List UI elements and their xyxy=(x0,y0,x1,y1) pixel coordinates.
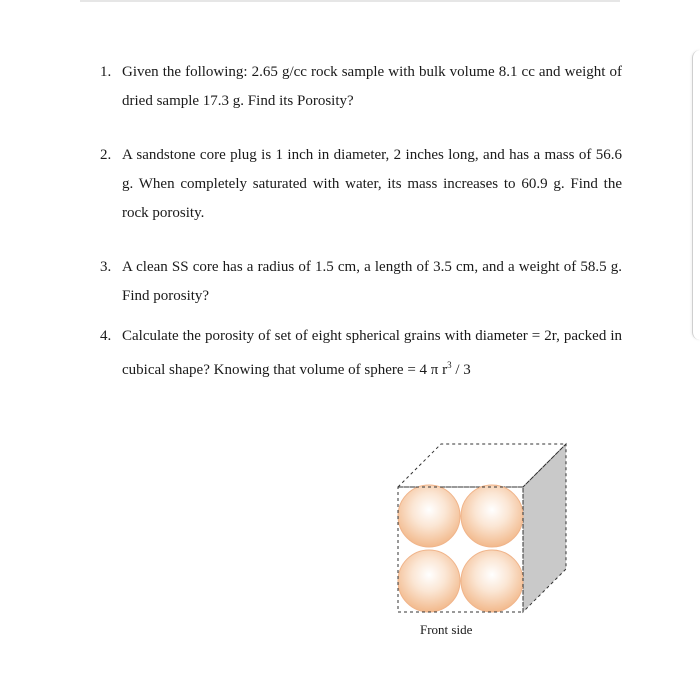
question-number: 2. xyxy=(100,147,112,163)
question-number: 3. xyxy=(100,259,112,275)
question-1 xyxy=(100,58,622,116)
question-text: A sandstone core plug is 1 inch in diameter, 2 inches long, and has a mass of 56.6 g. When completely saturated with water, its mass increases to 60.9 g. Find the rock porosity. xyxy=(122,147,622,221)
question-number: 1. xyxy=(100,64,112,80)
question-3 xyxy=(100,253,622,311)
sphere-top-right xyxy=(461,485,523,547)
figure-caption: Front side xyxy=(420,622,473,637)
sphere-bottom-left xyxy=(398,550,460,612)
exponent: 3 xyxy=(447,360,452,370)
question-text: Given the following: 2.65 g/cc rock sample with bulk volume 8.1 cc and weight of dried sample 17.3 g. Find its Porosity? xyxy=(122,64,622,109)
cube-side-face xyxy=(523,444,566,612)
sphere-top-left xyxy=(398,485,460,547)
scroll-edge[interactable] xyxy=(692,50,700,340)
question-4 xyxy=(100,322,622,385)
question-2 xyxy=(100,141,622,228)
top-divider xyxy=(80,0,620,2)
question-number: 4. xyxy=(100,328,112,344)
question-text: Calculate the porosity of set of eight spherical grains with diameter = 2r, packed in cubical shape? Knowing that volume of sphere = 4 π r xyxy=(122,328,622,378)
sphere-bottom-right xyxy=(461,550,523,612)
cubic-packing-diagram xyxy=(390,432,580,652)
question-text: A clean SS core has a radius of 1.5 cm, a length of 3.5 cm, and a weight of 58.5 g. Find porosity? xyxy=(122,259,622,304)
question-text-end: / 3 xyxy=(451,362,471,378)
